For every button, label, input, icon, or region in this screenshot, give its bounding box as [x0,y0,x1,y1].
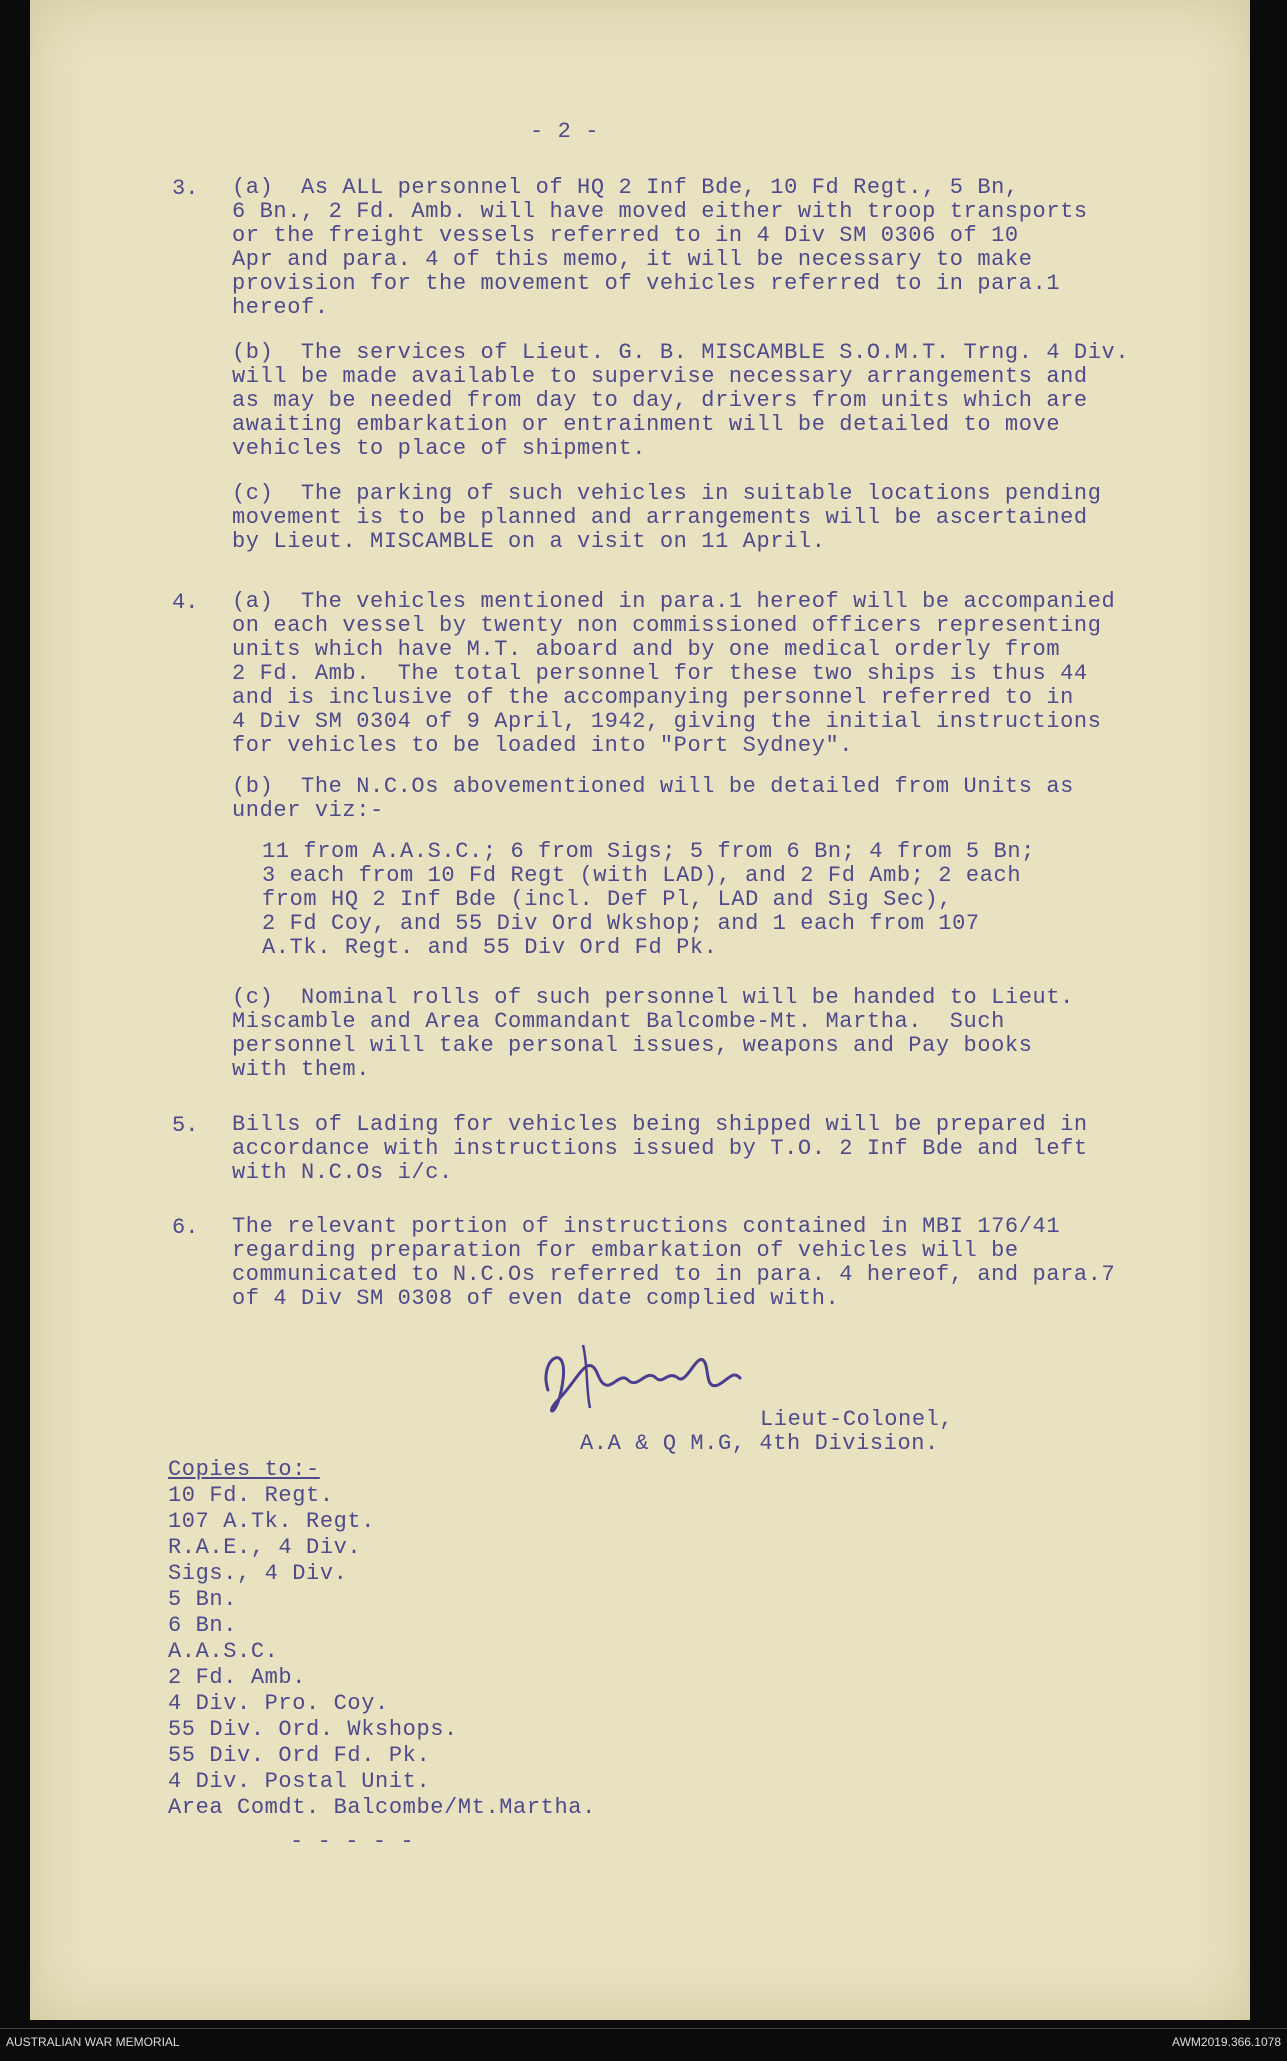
text-line: with them. [232,1057,371,1082]
text-line: Bills of Lading for vehicles being shipped will be prepared in [232,1112,1088,1137]
text-line: units which have M.T. aboard and by one medical orderly from [232,637,1061,662]
text-line: (b) The N.C.Os abovementioned will be detailed from Units as [232,774,1074,799]
text-line: regarding preparation for embarkation of vehicles will be [232,1238,1019,1263]
footer-institution: AUSTRALIAN WAR MEMORIAL [6,2035,180,2049]
copies-item: Area Comdt. Balcombe/Mt.Martha. [168,1795,596,1820]
copies-item: 5 Bn. [168,1587,238,1612]
text-line: under viz:- [232,798,384,823]
copies-item: 2 Fd. Amb. [168,1665,307,1690]
text-line: personnel will take personal issues, weapons and Pay books [232,1033,1033,1058]
paragraph-block [232,176,1222,320]
text-line: as may be needed from day to day, drivers from units which are [232,388,1088,413]
text-line: with N.C.Os i/c. [232,1160,453,1185]
paragraph-block [232,341,1222,461]
text-line: on each vessel by twenty non commissioned officers representing [232,613,1102,638]
page-number: - 2 - [530,119,600,144]
text-line: 3 each from 10 Fd Regt (with LAD), and 2 Fd Amb; 2 each [262,863,1022,888]
text-line: (c) Nominal rolls of such personnel will be handed to Lieut. [232,985,1074,1010]
paragraph-number: 6. [172,1215,199,1240]
text-line: accordance with instructions issued by T.O. 2 Inf Bde and left [232,1136,1088,1161]
text-line: The relevant portion of instructions contained in MBI 176/41 [232,1214,1061,1239]
footer-accession-number: AWM2019.366.1078 [1172,2035,1281,2049]
copies-item: 55 Div. Ord. Wkshops. [168,1717,458,1742]
signature-title: A.A & Q M.G, 4th Division. [580,1431,939,1456]
text-line: Miscamble and Area Commandant Balcombe-Mt. Martha. Such [232,1009,1005,1034]
paragraph-block [262,840,1252,960]
copies-item: 4 Div. Pro. Coy. [168,1691,389,1716]
paragraph-number: 5. [172,1113,199,1138]
paragraph-block [232,590,1222,758]
paragraph-block [232,1215,1222,1311]
text-line: or the freight vessels referred to in 4 Div SM 0306 of 10 [232,223,1019,248]
copies-item: 10 Fd. Regt. [168,1483,334,1508]
text-line: hereof. [232,295,329,320]
text-line: by Lieut. MISCAMBLE on a visit on 11 April. [232,529,826,554]
text-line: Apr and para. 4 of this memo, it will be necessary to make [232,247,1033,272]
text-line: 2 Fd Coy, and 55 Div Ord Wkshop; and 1 each from 107 [262,911,980,936]
footer-rule [0,2028,1287,2029]
copies-item: R.A.E., 4 Div. [168,1535,362,1560]
text-line: (b) The services of Lieut. G. B. MISCAMBLE S.O.M.T. Trng. 4 Div. [232,340,1130,365]
copies-item: 107 A.Tk. Regt. [168,1509,376,1534]
paragraph-block [232,1113,1222,1185]
copies-item: 4 Div. Postal Unit. [168,1769,431,1794]
text-line: awaiting embarkation or entrainment will be detailed to move [232,412,1061,437]
text-line: for vehicles to be loaded into "Port Sydney". [232,733,854,758]
paragraph-block [232,986,1222,1082]
text-line: communicated to N.C.Os referred to in para. 4 hereof, and para.7 [232,1262,1116,1287]
copies-end-mark: - - - - - [290,1829,415,1854]
text-line: 2 Fd. Amb. The total personnel for these two ships is thus 44 [232,661,1088,686]
text-line: 11 from A.A.S.C.; 6 from Sigs; 5 from 6 Bn; 4 from 5 Bn; [262,839,1035,864]
text-line: A.Tk. Regt. and 55 Div Ord Fd Pk. [262,935,718,960]
text-line: vehicles to place of shipment. [232,436,647,461]
paragraph-number: 3. [172,176,199,201]
copies-item: 55 Div. Ord Fd. Pk. [168,1743,431,1768]
copies-item: 6 Bn. [168,1613,238,1638]
text-line: provision for the movement of vehicles referred to in para.1 [232,271,1061,296]
paragraph-number: 4. [172,590,199,615]
text-line: 4 Div SM 0304 of 9 April, 1942, giving the initial instructions [232,709,1102,734]
text-line: will be made available to supervise necessary arrangements and [232,364,1088,389]
copies-item: Sigs., 4 Div. [168,1561,348,1586]
text-line: (c) The parking of such vehicles in suitable locations pending [232,481,1102,506]
text-line: movement is to be planned and arrangements will be ascertained [232,505,1088,530]
text-line: 6 Bn., 2 Fd. Amb. will have moved either with troop transports [232,199,1088,224]
text-line: (a) The vehicles mentioned in para.1 hereof will be accompanied [232,589,1116,614]
text-line: of 4 Div SM 0308 of even date complied with. [232,1286,840,1311]
text-line: from HQ 2 Inf Bde (incl. Def Pl, LAD and Sig Sec), [262,887,953,912]
paragraph-block [232,482,1222,554]
text-line: and is inclusive of the accompanying personnel referred to in [232,685,1074,710]
signature-rank: Lieut-Colonel, [760,1407,954,1432]
copies-heading: Copies to:- [168,1457,320,1482]
copies-item: A.A.S.C. [168,1639,279,1664]
paragraph-block [232,775,1222,823]
text-line: (a) As ALL personnel of HQ 2 Inf Bde, 10 Fd Regt., 5 Bn, [232,175,1019,200]
handwritten-signature [528,1330,748,1420]
